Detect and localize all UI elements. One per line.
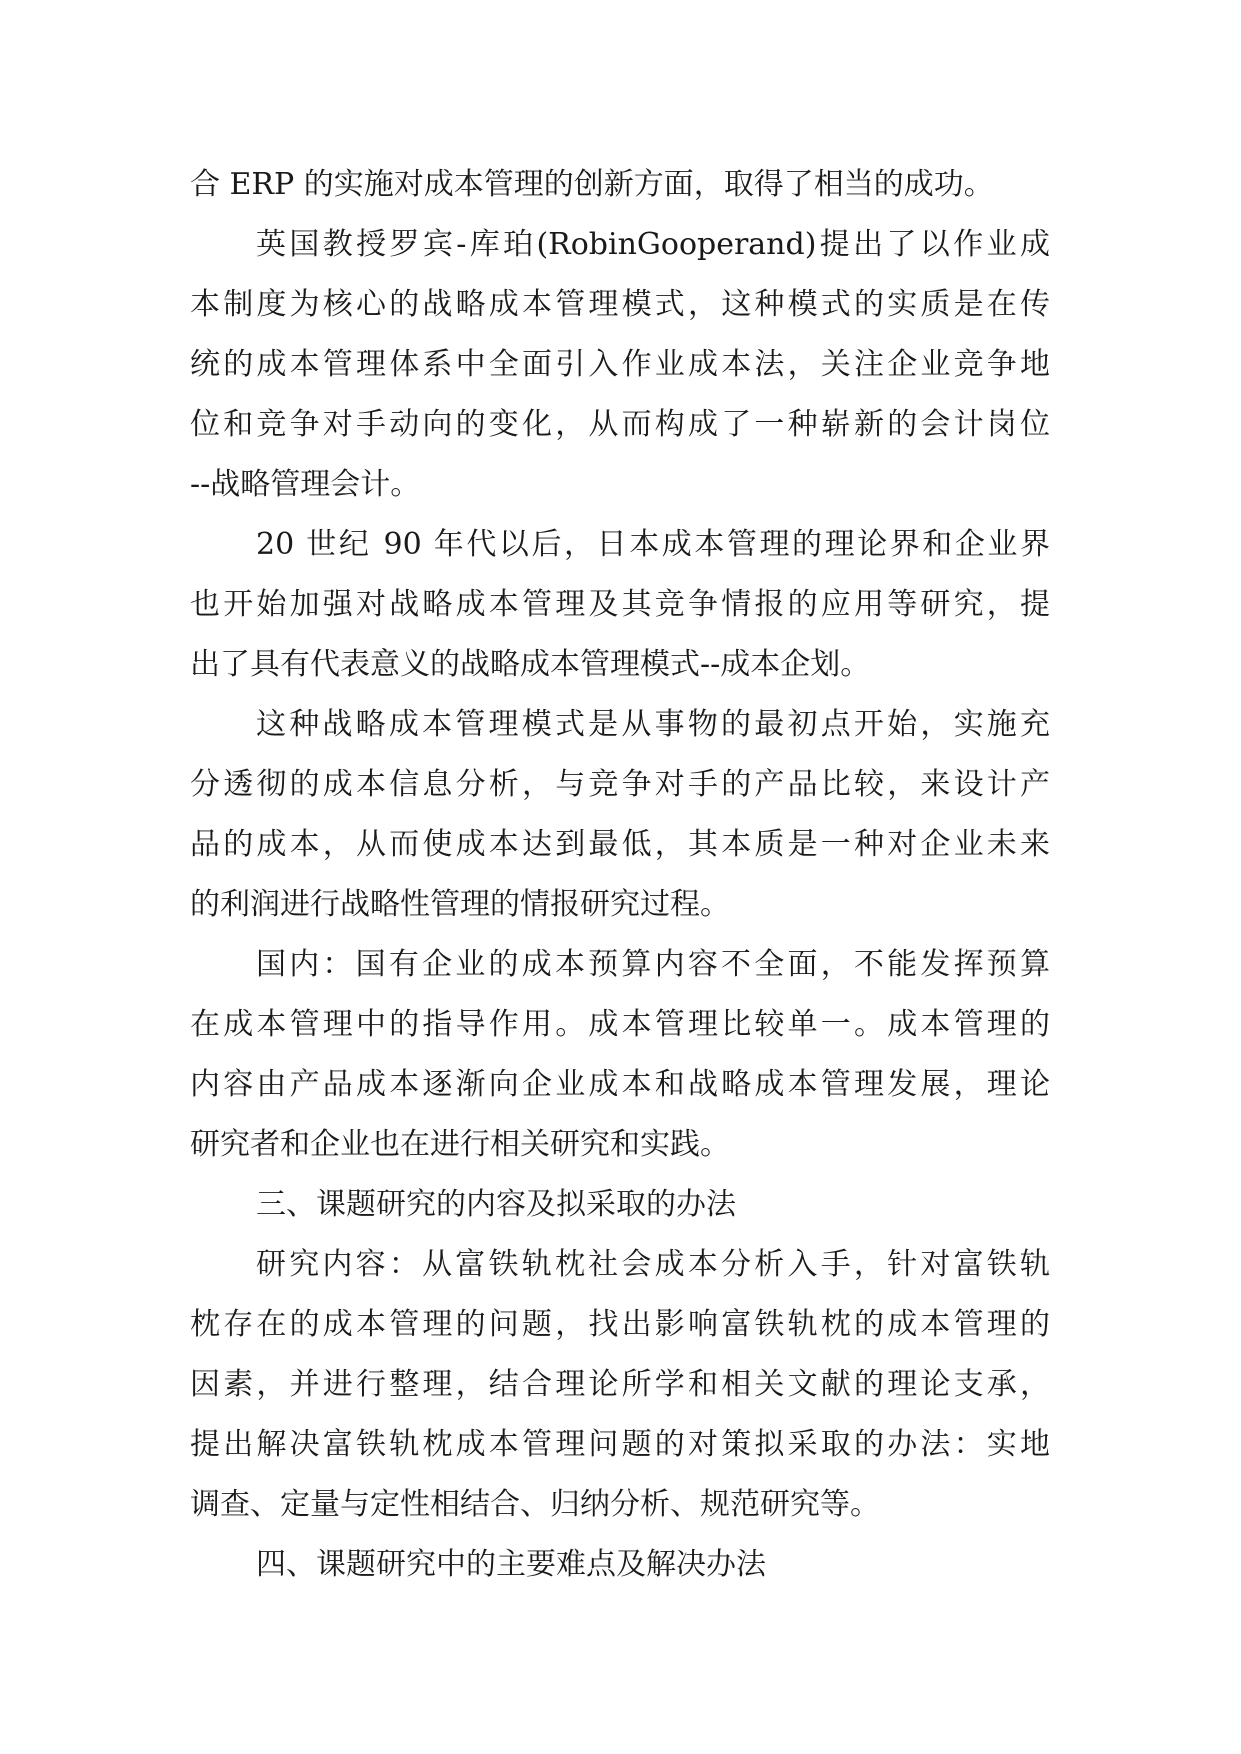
text-line: 研究内容：从富铁轨枕社会成本分析入手，针对富铁轨 [256, 1247, 1050, 1282]
text-line: 合 ERP 的实施对成本管理的创新方面，取得了相当的成功。 [190, 167, 994, 202]
text-line: 也开始加强对战略成本管理及其竞争情报的应用等研究，提 [190, 587, 1050, 622]
text-line: 在成本管理中的指导作用。成本管理比较单一。成本管理的 [190, 1007, 1050, 1042]
section-heading: 三、课题研究的内容及拟采取的办法 [256, 1187, 736, 1222]
text-line: 出了具有代表意义的战略成本管理模式--成本企划。 [190, 647, 871, 682]
text-line: 调查、定量与定性相结合、归纳分析、规范研究等。 [190, 1487, 880, 1522]
section-heading: 四、课题研究中的主要难点及解决办法 [256, 1547, 766, 1582]
text-line: 枕存在的成本管理的问题，找出影响富铁轨枕的成本管理的 [190, 1307, 1050, 1342]
text-line: 内容由产品成本逐渐向企业成本和战略成本管理发展，理论 [190, 1067, 1050, 1102]
text-line: 位和竞争对手动向的变化，从而构成了一种崭新的会计岗位 [190, 407, 1050, 442]
text-line: 提出解决富铁轨枕成本管理问题的对策拟采取的办法：实地 [190, 1427, 1050, 1462]
text-line: 统的成本管理体系中全面引入作业成本法，关注企业竞争地 [190, 347, 1050, 382]
text-line: --战略管理会计。 [190, 467, 421, 502]
text-line: 因素，并进行整理，结合理论所学和相关文献的理论支承， [190, 1367, 1050, 1402]
text-line: 本制度为核心的战略成本管理模式，这种模式的实质是在传 [190, 287, 1050, 322]
text-line: 分透彻的成本信息分析，与竞争对手的产品比较，来设计产 [190, 767, 1050, 802]
text-line: 这种战略成本管理模式是从事物的最初点开始，实施充 [256, 707, 1050, 742]
text-line: 品的成本，从而使成本达到最低，其本质是一种对企业未来 [190, 827, 1050, 862]
text-line: 国内：国有企业的成本预算内容不全面，不能发挥预算 [256, 947, 1050, 982]
text-line: 英国教授罗宾-库珀(RobinGooperand)提出了以作业成 [256, 227, 1050, 262]
text-line: 的利润进行战略性管理的情报研究过程。 [190, 887, 730, 922]
text-line: 研究者和企业也在进行相关研究和实践。 [190, 1127, 730, 1162]
text-line: 20 世纪 90 年代以后，日本成本管理的理论界和企业界 [256, 527, 1050, 562]
